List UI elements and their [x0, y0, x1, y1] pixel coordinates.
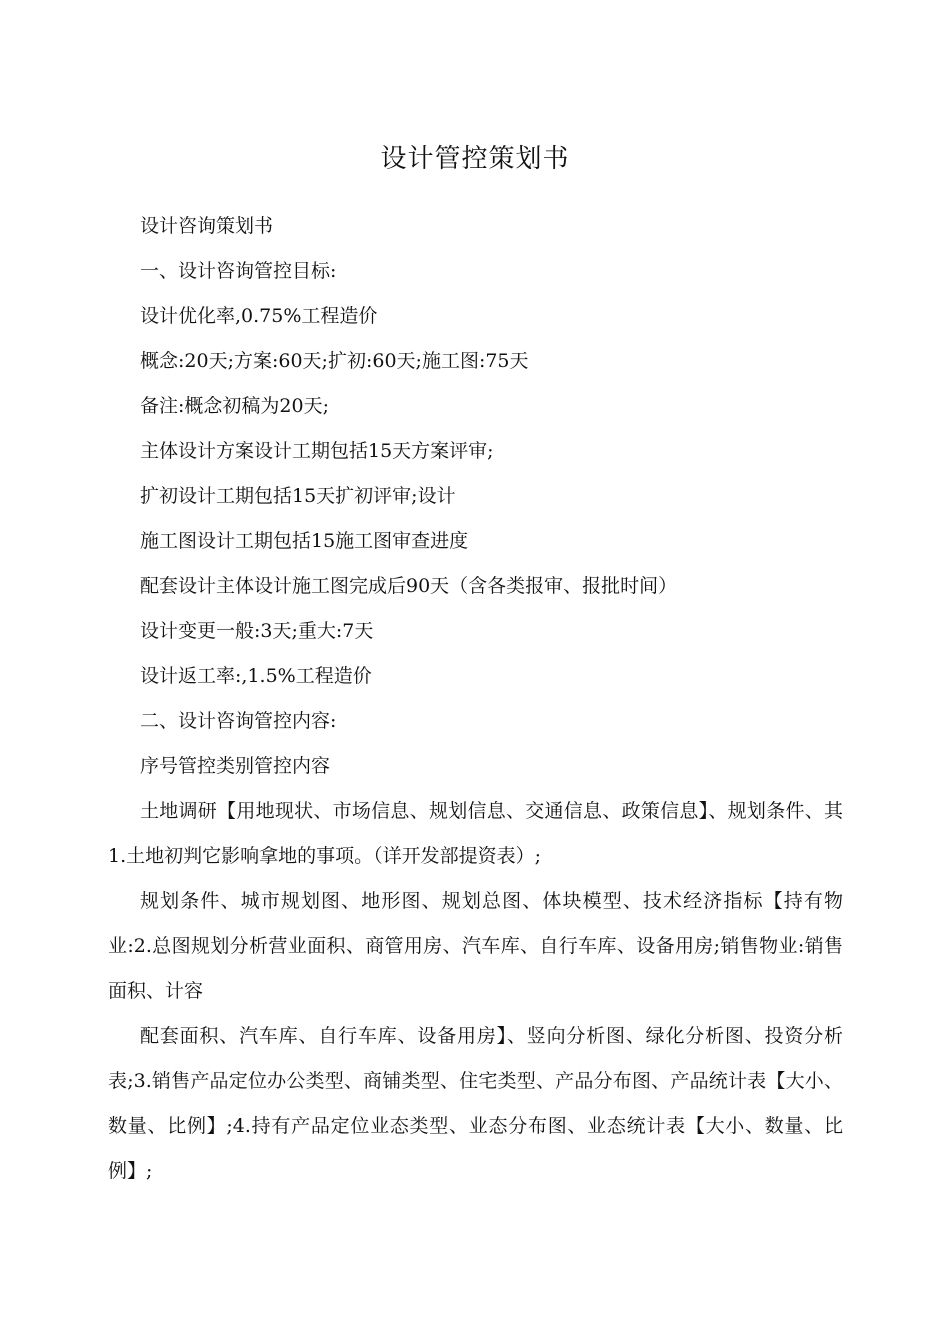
paragraph: 设计返工率:,1.5%工程造价	[140, 665, 372, 687]
paragraph: 扩初设计工期包括15天扩初评审;设计	[140, 485, 456, 507]
paragraph: 概念:20天;方案:60天;扩初:60天;施工图:75天	[140, 350, 529, 372]
paragraph: 设计咨询策划书	[140, 215, 274, 237]
paragraph: 土地调研【用地现状、市场信息、规划信息、交通信息、政策信息】、规划条件、其1.土地初判它影响拿地的事项。（详开发部提资表）;	[108, 800, 843, 867]
paragraph: 一、设计咨询管控目标:	[140, 260, 337, 282]
paragraph: 备注:概念初稿为20天;	[140, 395, 329, 417]
paragraph: 设计变更一般:3天;重大:7天	[140, 620, 374, 642]
paragraph: 序号管控类别管控内容	[140, 755, 331, 777]
paragraph: 主体设计方案设计工期包括15天方案评审;	[140, 440, 494, 462]
document-body	[108, 204, 843, 1194]
paragraph: 设计优化率,0.75%工程造价	[140, 305, 378, 327]
paragraph: 配套设计主体设计施工图完成后90天（含各类报审、报批时间）	[140, 575, 678, 597]
document-title: 设计管控策划书	[380, 144, 570, 174]
paragraph: 规划条件、城市规划图、地形图、规划总图、体块模型、技术经济指标【持有物业:2.总图规划分析营业面积、商管用房、汽车库、自行车库、设备用房;销售物业:销售面积、计容	[108, 890, 843, 1002]
paragraph: 二、设计咨询管控内容:	[140, 710, 337, 732]
paragraph: 施工图设计工期包括15施工图审查进度	[140, 530, 469, 552]
paragraph: 配套面积、汽车库、自行车库、设备用房】、竖向分析图、绿化分析图、投资分析表;3.销售产品定位办公类型、商铺类型、住宅类型、产品分布图、产品统计表【大小、数量、比例】;4.持有产品定位业态类型、业态分布图、业态统计表【大小、数量、比例】;	[108, 1025, 843, 1182]
